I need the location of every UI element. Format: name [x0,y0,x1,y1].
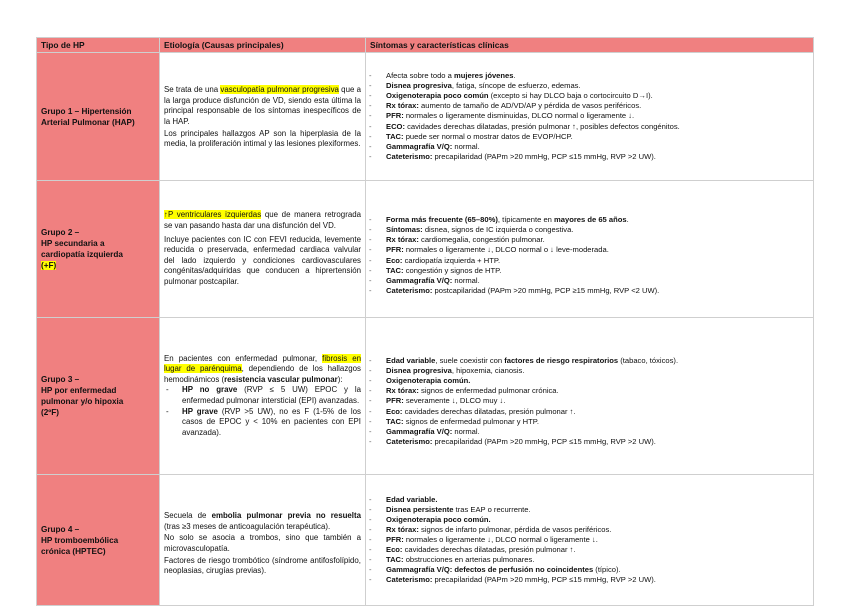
etiology-paragraph [164,85,361,127]
etiology-sublist [164,385,361,438]
etiology-text: que de manera retrograda se van pasando hasta dar una disfunción del VD. [164,210,361,231]
list-item: - Gammagrafía V/Q: normal. [368,427,810,437]
list-item: - Cateterismo: postcapilaridad (PAPm >20 mmHg, PCP ≥15 mmHg, RVP <2 UW). [368,286,810,296]
group-name-line: HP tromboembólica [41,535,119,545]
list-item: - PFR: normales o ligeramente disminuidas, DLCO normal o ligeramente ↓. [368,111,810,121]
etiology-cell [160,318,366,475]
etiology-paragraph [164,210,361,231]
group-name-cell [37,475,160,606]
symptoms-list [368,356,810,446]
highlighted-text: vasculopatía pulmonar progresiva [220,85,339,95]
etiology-cell [160,475,366,606]
list-item: - TAC: congestión y signos de HTP. [368,266,810,276]
list-item: - PFR: severamente ↓, DLCO muy ↓. [368,396,810,406]
list-item: - Disnea progresiva, hipoxemia, cianosis. [368,366,810,376]
group-name-line [41,260,155,271]
group-name-line: crónica (HPTEC) [41,546,106,556]
group-name-cell [37,53,160,181]
group-name-line: cardiopatía izquierda [41,250,123,259]
list-item: - Cateterismo: precapilaridad (PAPm >20 mmHg, PCP ≤15 mmHg, RVP >2 UW). [368,437,810,447]
header-sintomas: Síntomas y características clínicas [366,38,814,53]
list-item: - Oxigenoterapia común. [368,376,810,386]
list-item: - HP grave (RVP >5 UW), no es F (1-5% de los casos de EPOC y < 10% en pacientes con EPI avanzada). [164,407,361,439]
group-name-cell [37,181,160,318]
table-row-grupo-4 [37,475,814,606]
etiology-paragraph [164,511,361,532]
symptoms-cell [366,318,814,475]
list-item: - Cateterismo: precapilaridad (PAPm >20 mmHg, PCP ≤15 mmHg, RVP >2 UW). [368,575,810,585]
list-item: - Eco: cardiopatía izquierda + HTP. [368,256,810,266]
etiology-paragraph [164,354,361,386]
list-item: - TAC: puede ser normal o mostrar datos de EVOP/HCP. [368,132,810,142]
list-item: - Rx tórax: cardiomegalia, congestión pulmonar. [368,235,810,245]
list-item: - Gammagrafía V/Q: normal. [368,142,810,152]
etiology-text: Se trata de una [164,85,221,95]
list-item: - Eco: cavidades derechas dilatadas, presión pulmonar ↑. [368,545,810,555]
etiology-text: En pacientes con enfermedad pulmonar, [164,353,323,363]
list-item: - Síntomas: disnea, signos de IC izquierda o congestiva. [368,225,810,235]
list-item: - TAC: signos de enfermedad pulmonar y HTP. [368,417,810,427]
etiology-paragraph: Factores de riesgo trombótico (síndrome antifosfolípido, neoplasias, cirugías previas). [164,555,361,576]
etiology-cell [160,181,366,318]
group-name-line: pulmonar y/o hipoxia [41,397,124,406]
etiology-text: que a la larga produce disfunción de VD, siendo esta última la principal responsable de los síntomas inespecíficos de la HAP. [164,85,361,126]
list-item: - PFR: normales o ligeramente ↓, DLCO normal o ↓ leve-moderada. [368,245,810,255]
symptoms-list [368,71,810,161]
etiology-paragraph: Los principales hallazgos AP son la hiperplasia de la media, la proliferación intimal y las lesiones plexiformes. [164,128,361,149]
list-item: - Rx tórax: signos de enfermedad pulmonar crónica. [368,386,810,396]
symptoms-cell [366,181,814,318]
group-name-cell [37,318,160,475]
symptoms-cell [366,475,814,606]
header-tipo: Tipo de HP [37,38,160,53]
list-item: - Edad variable, suele coexistir con factores de riesgo respiratorios (tabaco, tóxicos). [368,356,810,366]
group-name-line: Grupo 2 – [41,228,80,237]
highlighted-text: ↑P ventriculares izquierdas [164,210,262,220]
etiology-text: (tras ≥3 meses de anticoagulación terapéutica). [164,521,331,531]
list-item: - Cateterismo: precapilaridad (PAPm >20 mmHg, PCP ≤15 mmHg, RVP >2 UW). [368,152,810,162]
group-name-line: Grupo 1 – Hipertensión [41,106,132,116]
header-etiologia: Etiología (Causas principales) [160,38,366,53]
list-item: - Oxigenoterapia poco común (excepto si hay DLCO baja o cortocircuito D→I). [368,91,810,101]
list-item: - Disnea progresiva, fatiga, síncope de esfuerzo, edemas. [368,81,810,91]
group-name-line: Grupo 3 – [41,375,80,384]
group-name-line: HP por enfermedad [41,386,117,395]
table-row-grupo-3 [37,318,814,475]
etiology-text: ): [337,374,343,384]
list-item: - Disnea persistente tras EAP o recurrente. [368,505,810,515]
list-item: - TAC: obstrucciones en arterias pulmonares. [368,555,810,565]
group-name-line: HP secundaria a [41,239,105,248]
list-item: - Gammagrafía V/Q: defectos de perfusión no coincidentes (típico). [368,565,810,575]
list-item: - Gammagrafía V/Q: normal. [368,276,810,286]
list-item: - Rx tórax: signos de infarto pulmonar, pérdida de vasos periféricos. [368,525,810,535]
symptoms-cell [366,53,814,181]
list-item: - HP no grave (RVP ≤ 5 UW) EPOC y la enfermedad pulmonar intersticial (EPI) avanzadas. [164,385,361,406]
group-name-line: Arterial Pulmonar (HAP) [41,117,135,127]
list-item: - Edad variable. [368,495,810,505]
etiology-bold-text: embolia pulmonar previa no resuelta [211,511,361,521]
highlighted-text: (+F) [41,261,57,270]
hp-classification-table [36,37,814,606]
list-item: - PFR: normales o ligeramente ↓, DLCO normal o ligeramente ↓. [368,535,810,545]
group-name-line: (2ºF) [41,408,59,417]
list-item: - Oxigenoterapia poco común. [368,515,810,525]
group-name-line: Grupo 4 – [41,524,80,534]
etiology-bold-text: resistencia vascular pulmonar [224,374,338,384]
list-item: - Eco: cavidades derechas dilatadas, presión pulmonar ↑. [368,407,810,417]
symptoms-list [368,495,810,585]
highlighted-text: fibrosis en lugar de parénquima [164,353,361,374]
etiology-text: Secuela de [164,511,212,521]
header-row [37,38,814,53]
etiology-cell [160,53,366,181]
table-row-grupo-1 [37,53,814,181]
symptoms-list [368,215,810,295]
etiology-text: , dependiendo de los hallazgos hemodinámicos ( [164,364,361,384]
table-row-grupo-2 [37,181,814,318]
list-item: - Rx tórax: aumento de tamaño de AD/VD/AP y pérdida de vasos periféricos. [368,101,810,111]
list-item: - Forma más frecuente (65–80%), típicamente en mayores de 65 años. [368,215,810,225]
list-item: - Afecta sobre todo a mujeres jóvenes. [368,71,810,81]
list-item: - ECO: cavidades derechas dilatadas, presión pulmonar ↑, posibles defectos congénitos. [368,122,810,132]
etiology-paragraph: No solo se asocia a trombos, sino que también a microvasculopatía. [164,533,361,553]
etiology-paragraph: Incluye pacientes con IC con FEVI reducida, levemente reducida o preservada, enfermedad cardiaca valvular del lado izquierdo y condiciones cardiovasculares congénitas/adquiridas que conducen a hiprertensión pulmonar postcapilar. [164,234,361,286]
